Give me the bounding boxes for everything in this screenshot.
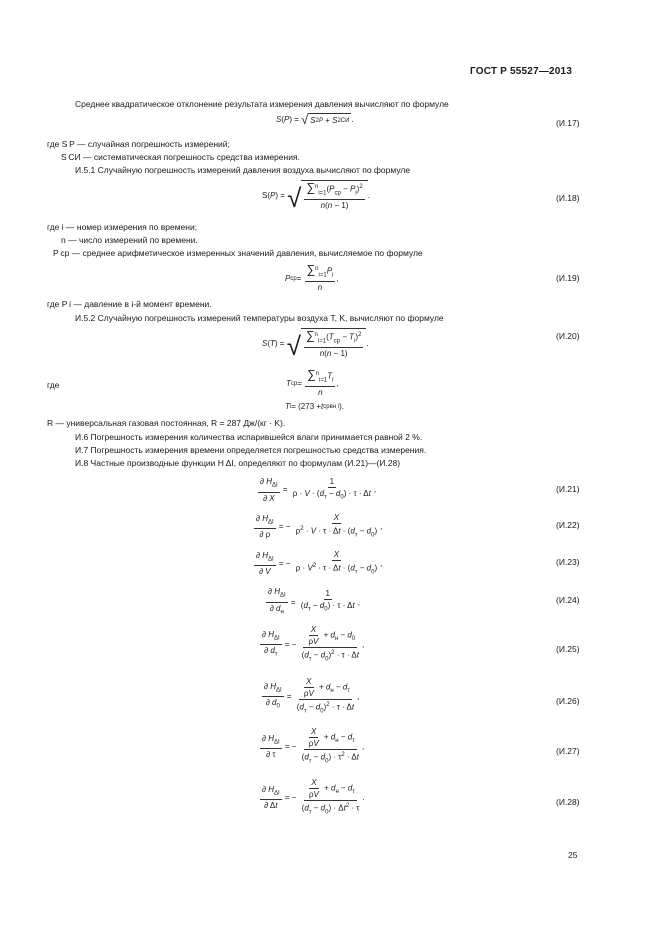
paragraph-std-deviation: Среднее квадратическое отклонение результата измерения давления вычисляют по формуле bbox=[75, 99, 449, 109]
paragraph-i6: И.6 Погрешность измерения количества испарившейся влаги принимается равной 2 %. bbox=[75, 432, 423, 442]
formula-i22: $\frac{\partial H_{\Delta I}}{\partial \rho}$ = − $\frac{X}{\rho^2 \cdot V \cdot \tau \cdot \Delta t \cdot (d_т - d_0)}$ , bbox=[256, 513, 383, 540]
equation-number-i18: (И.18) bbox=[556, 193, 580, 203]
formula-i17: S ( P ) = √ S 2 P + S 2 СИ . bbox=[276, 112, 354, 127]
formula-ti: T i = (273 + t ср вн i ). bbox=[285, 402, 345, 411]
equation-number-i28: (И.28) bbox=[556, 797, 580, 807]
equation-number-i19: (И.19) bbox=[556, 273, 580, 283]
where-label: где bbox=[47, 380, 60, 390]
equation-number-i22: (И.22) bbox=[556, 520, 580, 530]
equation-number-i26: (И.26) bbox=[556, 696, 580, 706]
formula-i25: $\frac{\partial H_{\Delta I}}{\partial d_т}$ = − $\frac{X}{\rho V}$ + $d_н - d_0$ $(d_т - d_0)^2 \cdot \tau \cdot \Delta t$ , bbox=[262, 625, 365, 663]
equation-number-i27: (И.27) bbox=[556, 746, 580, 756]
formula-i23: $\frac{\partial H_{\Delta I}}{\partial V}$ = − $\frac{X}{\rho \cdot V^2 \cdot \tau \cdot \Delta t \cdot (d_т - d_0)}$ , bbox=[256, 550, 383, 577]
paragraph-i7: И.7 Погрешность измерения времени определяется погрешностью средства измерения. bbox=[75, 445, 427, 455]
equation-number-i23: (И.23) bbox=[556, 557, 580, 567]
formula-i27: $\frac{\partial H_{\Delta I}}{\partial \tau}$ = − $\frac{X}{\rho V}$ + $d_н - d_т$ $(d_т - d_0) \cdot \tau^2 \cdot \Delta t$ , bbox=[262, 727, 365, 765]
formula-i19: P ср = $\frac{\sum^n_{i=1}P_i}{n}$ , bbox=[285, 262, 339, 293]
formula-i24: $\frac{\partial H_{\Delta I}}{\partial d_н}$ = $\frac{1}{(d_т - d_0) \cdot \tau \cdot \Delta t}$ , bbox=[268, 587, 360, 616]
equation-number-i17: (И.17) bbox=[556, 118, 580, 128]
equation-number-i21: (И.21) bbox=[556, 484, 580, 494]
equation-number-i24: (И.24) bbox=[556, 595, 580, 605]
formula-i21: $\frac{\partial H_{\Delta I}}{\partial X}$ = $\frac{1}{\rho \cdot V \cdot (d_т - d_0) \cdot \tau \cdot \Delta t}$ , bbox=[260, 477, 377, 503]
where-n: n — число измерений по времени. bbox=[61, 235, 198, 245]
where-sp: где S P — случайная погрешность измерений; bbox=[47, 139, 230, 149]
page-number: 25 bbox=[568, 850, 578, 860]
where-i: где i — номер измерения по времени; bbox=[47, 222, 198, 232]
formula-i18: S( P ) = √ $\frac{\sum^n_{i=1}(P_{ср} - P_i)^2}{n(n - 1)}$ . bbox=[262, 180, 370, 214]
document-code: ГОСТ Р 55527—2013 bbox=[470, 66, 573, 77]
formula-i28: $\frac{\partial H_{\Delta I}}{\partial \Delta t}$ = − $\frac{X}{\rho V}$ + $d_н - d_т$ $(d_т - d_0) \cdot \Delta t^2 \cdot \tau$ . bbox=[262, 778, 365, 816]
formula-i20: S ( T ) = √ $\frac{\sum^n_{i=1}(T_{ср} - T_i)^2}{n(n - 1)}$ . bbox=[262, 328, 369, 362]
where-pi: где P i — давление в i-й момент времени. bbox=[47, 299, 212, 309]
r-constant: R — универсальная газовая постоянная, R = 287 Дж/(кг · K). bbox=[47, 418, 286, 428]
where-pcp: P ср — среднее арифметическое измеренных значений давления, вычисляемое по формуле bbox=[53, 248, 423, 258]
where-ssi: S СИ — систематическая погрешность средства измерения. bbox=[61, 152, 300, 162]
paragraph-i8: И.8 Частные производные функции H ΔI, определяют по формулам (И.21)—(И.28) bbox=[75, 458, 401, 468]
equation-number-i20: (И.20) bbox=[556, 331, 580, 341]
formula-tcp: T ср = $\frac{\sum^n_{i=1}T_i}{n}$ , bbox=[286, 367, 339, 398]
formula-i26: $\frac{\partial H_{\Delta I}}{\partial d_0}$ = $\frac{X}{\rho V}$ + $d_н - d_т$ $(d_т - d_0)^2 \cdot \tau \cdot \Delta t$ , bbox=[264, 677, 360, 715]
equation-number-i25: (И.25) bbox=[556, 644, 580, 654]
paragraph-i52: И.5.2 Случайную погрешность измерений температуры воздуха T, K, вычисляют по формуле bbox=[75, 313, 444, 323]
paragraph-i51: И.5.1 Случайную погрешность измерений давления воздуха вычисляют по формуле bbox=[75, 165, 411, 175]
